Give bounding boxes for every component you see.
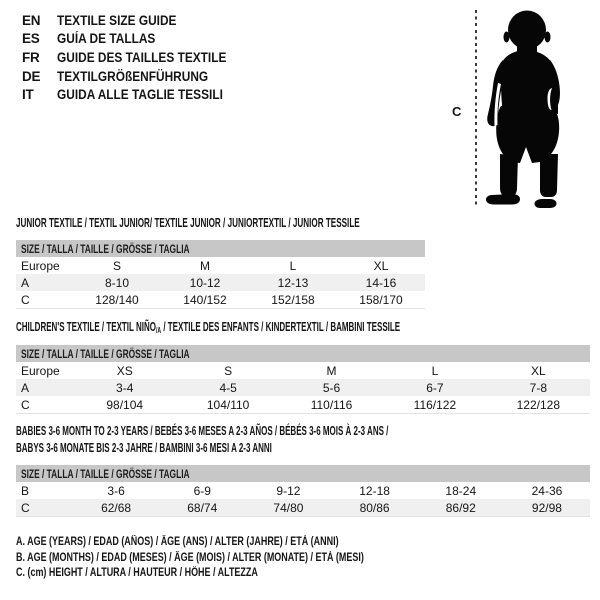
babies-table-title: BABIES 3-6 MONTH TO 2-3 YEARS / BEBÉS 3-6 MESES A 2-3 AÑOS / BÉBÉS 3-6 MOIS À 2-3 ANS / BABYS 3-6 MONATE BIS 2-3 JAHRE / BAMBINI 3-6 MESI A 2-3 ANNI (16, 424, 389, 455)
age-cell: 8-10 (104, 275, 130, 290)
table-row (16, 274, 425, 291)
table-row (16, 379, 590, 396)
age-cell: 18-24 (445, 483, 477, 498)
age-cell: 9-12 (276, 483, 301, 498)
age-cell: 4-5 (219, 380, 237, 395)
language-title: GUÍA DE TALLAS (57, 31, 156, 47)
size-cell: M (200, 258, 210, 273)
row-label: A (21, 275, 30, 290)
row-label: Europe (21, 363, 60, 378)
language-row-es (22, 30, 250, 49)
table-row (16, 291, 425, 308)
language-code: EN (22, 12, 41, 28)
age-cell: 10-12 (189, 275, 221, 290)
children-table-title: CHILDREN'S TEXTILE / TEXTIL $NIÑO_{/A}$ / TEXTILE DES ENFANTS / KINDERTEXTIL / BAMBINI TESSILE (16, 320, 401, 335)
size-cell: XL (373, 258, 389, 273)
language-code: FR (22, 49, 40, 65)
language-title: TEXTILE SIZE GUIDE (57, 12, 177, 28)
age-cell: 3-4 (116, 380, 134, 395)
junior-table-title: JUNIOR TEXTILE / TEXTIL JUNIOR/ TEXTILE JUNIOR / JUNIORTEXTIL / JUNIOR TESSILE (16, 216, 360, 230)
language-row-de (22, 67, 250, 86)
age-cell: 7-8 (529, 380, 547, 395)
height-cell: 116/122 (413, 397, 457, 412)
height-cell: 122/128 (516, 397, 561, 412)
size-cell: M (326, 363, 337, 378)
title-subscript: /A (155, 326, 162, 335)
row-label: A (21, 380, 30, 395)
language-row-en (22, 11, 250, 30)
language-title: GUIDE DES TAILLES TEXTILE (57, 49, 227, 65)
height-cell: 74/80 (273, 500, 304, 515)
row-label: Europe (21, 258, 60, 273)
size-cell: L (431, 363, 439, 378)
babies-size-table (16, 465, 590, 517)
height-cell: 68/74 (187, 500, 218, 515)
language-row-it (22, 85, 250, 104)
row-label: C (21, 292, 30, 307)
language-title: TEXTILGRÖßENFÜHRUNG (57, 68, 209, 84)
language-code: IT (22, 87, 34, 103)
footnote-age-months: B. AGE (MONTHS) / EDAD (MESES) / ÂGE (MOIS) / ALTER (MONATE) / ETÀ (MESI) (16, 551, 364, 564)
size-cell: S (224, 363, 233, 378)
height-cell: 104/110 (206, 397, 250, 412)
size-cell: S (112, 258, 121, 273)
language-code: DE (22, 68, 41, 84)
row-label: B (21, 483, 30, 498)
footnote-height: C. (cm) HEIGHT / ALTURA / HAUTEUR / HÖHE / ALTEZZA (16, 567, 258, 580)
baby-silhouette (482, 6, 570, 210)
height-cell: 128/140 (95, 292, 139, 307)
age-cell: 6-9 (193, 483, 211, 498)
size-cell: XS (116, 363, 133, 378)
age-cell: 24-36 (531, 483, 563, 498)
language-title: GUIDA ALLE TAGLIE TESSILI (57, 87, 223, 103)
height-cell: 86/92 (445, 500, 476, 515)
height-cell: 158/170 (359, 292, 403, 307)
age-cell: 3-6 (107, 483, 125, 498)
row-label: C (21, 397, 30, 412)
size-header-bar: SIZE / TALLA / TAILLE / GRÖSSE / TAGLIA (16, 465, 590, 482)
table-row (16, 482, 590, 499)
junior-size-table (16, 240, 425, 309)
legend-footnotes (16, 534, 462, 581)
height-cell: 140/152 (183, 292, 227, 307)
children-size-table (16, 345, 590, 414)
height-cell: 80/86 (359, 500, 390, 515)
height-cell: 98/104 (106, 397, 144, 412)
table-row (16, 499, 590, 516)
row-label: C (21, 500, 30, 515)
height-measure-label: C (452, 104, 462, 119)
size-cell: XL (530, 363, 546, 378)
table-row (16, 257, 425, 274)
language-title-list (22, 11, 250, 104)
footnote-age-years: A. AGE (YEARS) / EDAD (AÑOS) / ÂGE (ANS) / ALTER (JAHRE) / ETÀ (ANNI) (16, 535, 339, 548)
size-header-bar: SIZE / TALLA / TAILLE / GRÖSSE / TAGLIA (16, 240, 425, 257)
size-header-bar: SIZE / TALLA / TAILLE / GRÖSSE / TAGLIA (16, 345, 590, 362)
age-cell: 6-7 (426, 380, 444, 395)
age-cell: 5-6 (322, 380, 341, 395)
height-cell: 152/158 (271, 292, 315, 307)
age-cell: 12-18 (359, 483, 390, 498)
height-cell: 110/116 (310, 397, 353, 412)
height-cell: 62/68 (101, 500, 132, 515)
age-cell: 12-13 (277, 275, 309, 290)
language-row-fr (22, 48, 250, 67)
size-cell: L (289, 258, 297, 273)
language-code: ES (22, 31, 40, 47)
table-row (16, 362, 590, 379)
height-measure-dashed-line (475, 10, 477, 207)
table-row (16, 396, 590, 413)
age-cell: 14-16 (365, 275, 397, 290)
height-cell: 92/98 (531, 500, 562, 515)
